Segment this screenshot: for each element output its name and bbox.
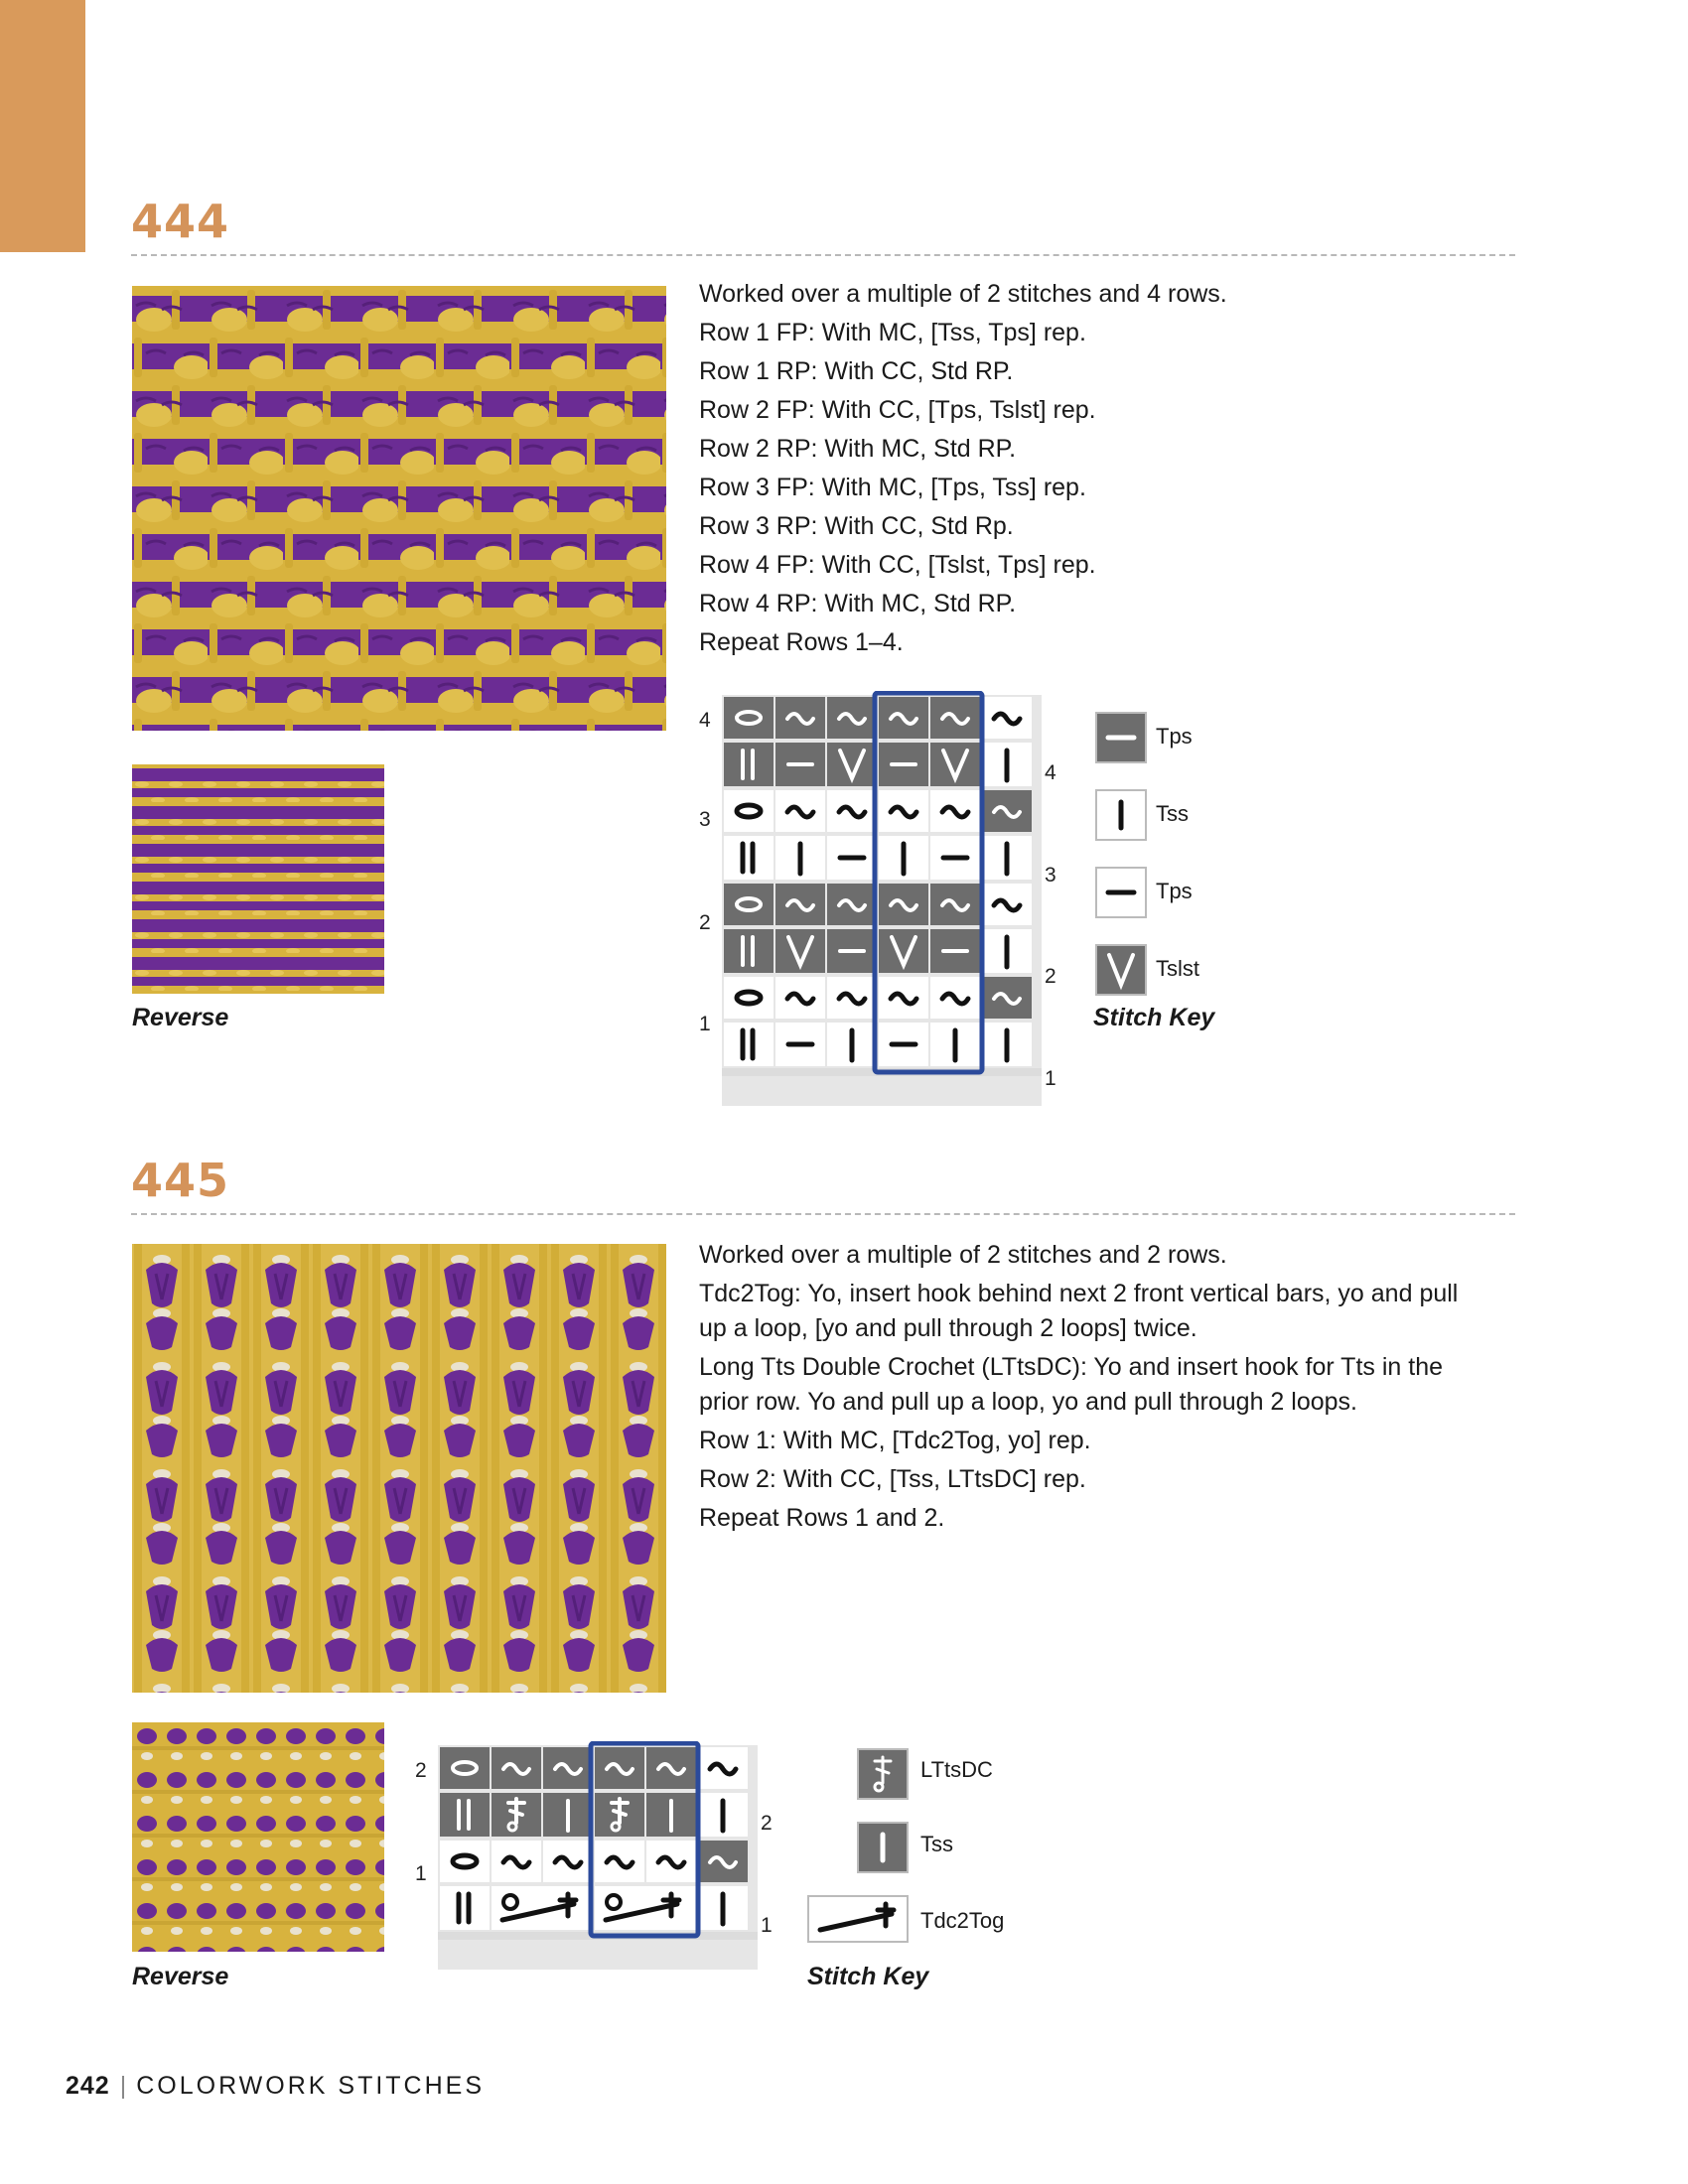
stitch-key-symbols [1092, 711, 1152, 999]
stitch-key-label: Tss [1156, 801, 1189, 826]
stitch-chart [695, 691, 1072, 1118]
instruction-line: Row 3 FP: With MC, [Tps, Tss] rep. [699, 474, 1086, 501]
page-number: 242 [66, 2072, 110, 2100]
instruction-line: Tdc2Tog: Yo, insert hook behind next 2 front vertical bars, yo and pull up a loop, [yo and pull through 2 loops] twice. [699, 1280, 1459, 1342]
row-label: 1 [699, 1013, 711, 1035]
row-label: 2 [699, 911, 711, 934]
stitch-key-label: Tslst [1156, 956, 1199, 981]
instruction-line: Repeat Rows 1–4. [699, 628, 904, 656]
pattern-instructions [699, 1238, 1474, 1540]
reverse-swatch-photo [132, 1722, 384, 1952]
row-label: 2 [761, 1812, 773, 1835]
instruction-line: Long Tts Double Crochet (LTtsDC): Yo and insert hook for Tts in the prior row. Yo and pull up a loop, yo and pull through 2 loops. [699, 1353, 1443, 1416]
pattern-instructions [699, 275, 1513, 662]
row-label: 1 [761, 1914, 773, 1937]
stitch-key-label: LTtsDC [920, 1757, 993, 1782]
row-label: 3 [1045, 864, 1056, 887]
section-name: COLORWORK STITCHES [136, 2072, 486, 2100]
swatch-photo [132, 1244, 666, 1693]
row-label: 3 [699, 808, 711, 831]
stitch-key-label: Tdc2Tog [920, 1908, 1005, 1933]
row-label: 4 [1045, 761, 1056, 784]
row-label: 2 [1045, 965, 1056, 988]
pattern-number: 444 [131, 195, 230, 248]
section-tab [0, 0, 85, 252]
row-label: 4 [699, 709, 711, 732]
instruction-line: Row 4 FP: With CC, [Tslst, Tps] rep. [699, 551, 1096, 579]
instruction-line: Row 4 RP: With MC, Std RP. [699, 590, 1017, 617]
page-footer [66, 2072, 485, 2101]
instruction-line: Row 2 RP: With MC, Std RP. [699, 435, 1017, 463]
stitch-chart [411, 1741, 788, 1979]
stitch-key-title: Stitch Key [807, 1963, 929, 1990]
row-label: 1 [415, 1862, 427, 1885]
stitch-key-label: Tss [920, 1832, 953, 1856]
swatch-photo [132, 286, 666, 731]
instruction-line: Repeat Rows 1 and 2. [699, 1504, 945, 1532]
row-label: 2 [415, 1759, 427, 1782]
dashed-divider [131, 1213, 1515, 1215]
instruction-line: Worked over a multiple of 2 stitches and 4 rows. [699, 280, 1227, 308]
stitch-key-label: Tps [1156, 724, 1193, 749]
stitch-key-symbols [806, 1747, 915, 1946]
instruction-line: Row 2 FP: With CC, [Tps, Tslst] rep. [699, 396, 1096, 424]
instruction-line: Row 2: With CC, [Tss, LTtsDC] rep. [699, 1465, 1086, 1493]
stitch-key-title: Stitch Key [1093, 1004, 1215, 1031]
footer-separator: | [119, 2072, 127, 2100]
instruction-line: Row 1: With MC, [Tdc2Tog, yo] rep. [699, 1427, 1091, 1454]
stitch-key-label: Tps [1156, 879, 1193, 903]
reverse-caption: Reverse [132, 1963, 229, 1990]
instruction-line: Row 3 RP: With CC, Std Rp. [699, 512, 1014, 540]
reverse-caption: Reverse [132, 1004, 229, 1031]
instruction-line: Row 1 FP: With MC, [Tss, Tps] rep. [699, 319, 1086, 346]
instruction-line: Worked over a multiple of 2 stitches and 2 rows. [699, 1241, 1227, 1269]
instruction-line: Row 1 RP: With CC, Std RP. [699, 357, 1014, 385]
pattern-number: 445 [131, 1154, 230, 1207]
dashed-divider [131, 254, 1515, 256]
reverse-swatch-photo [132, 764, 384, 994]
row-label: 1 [1045, 1067, 1056, 1090]
